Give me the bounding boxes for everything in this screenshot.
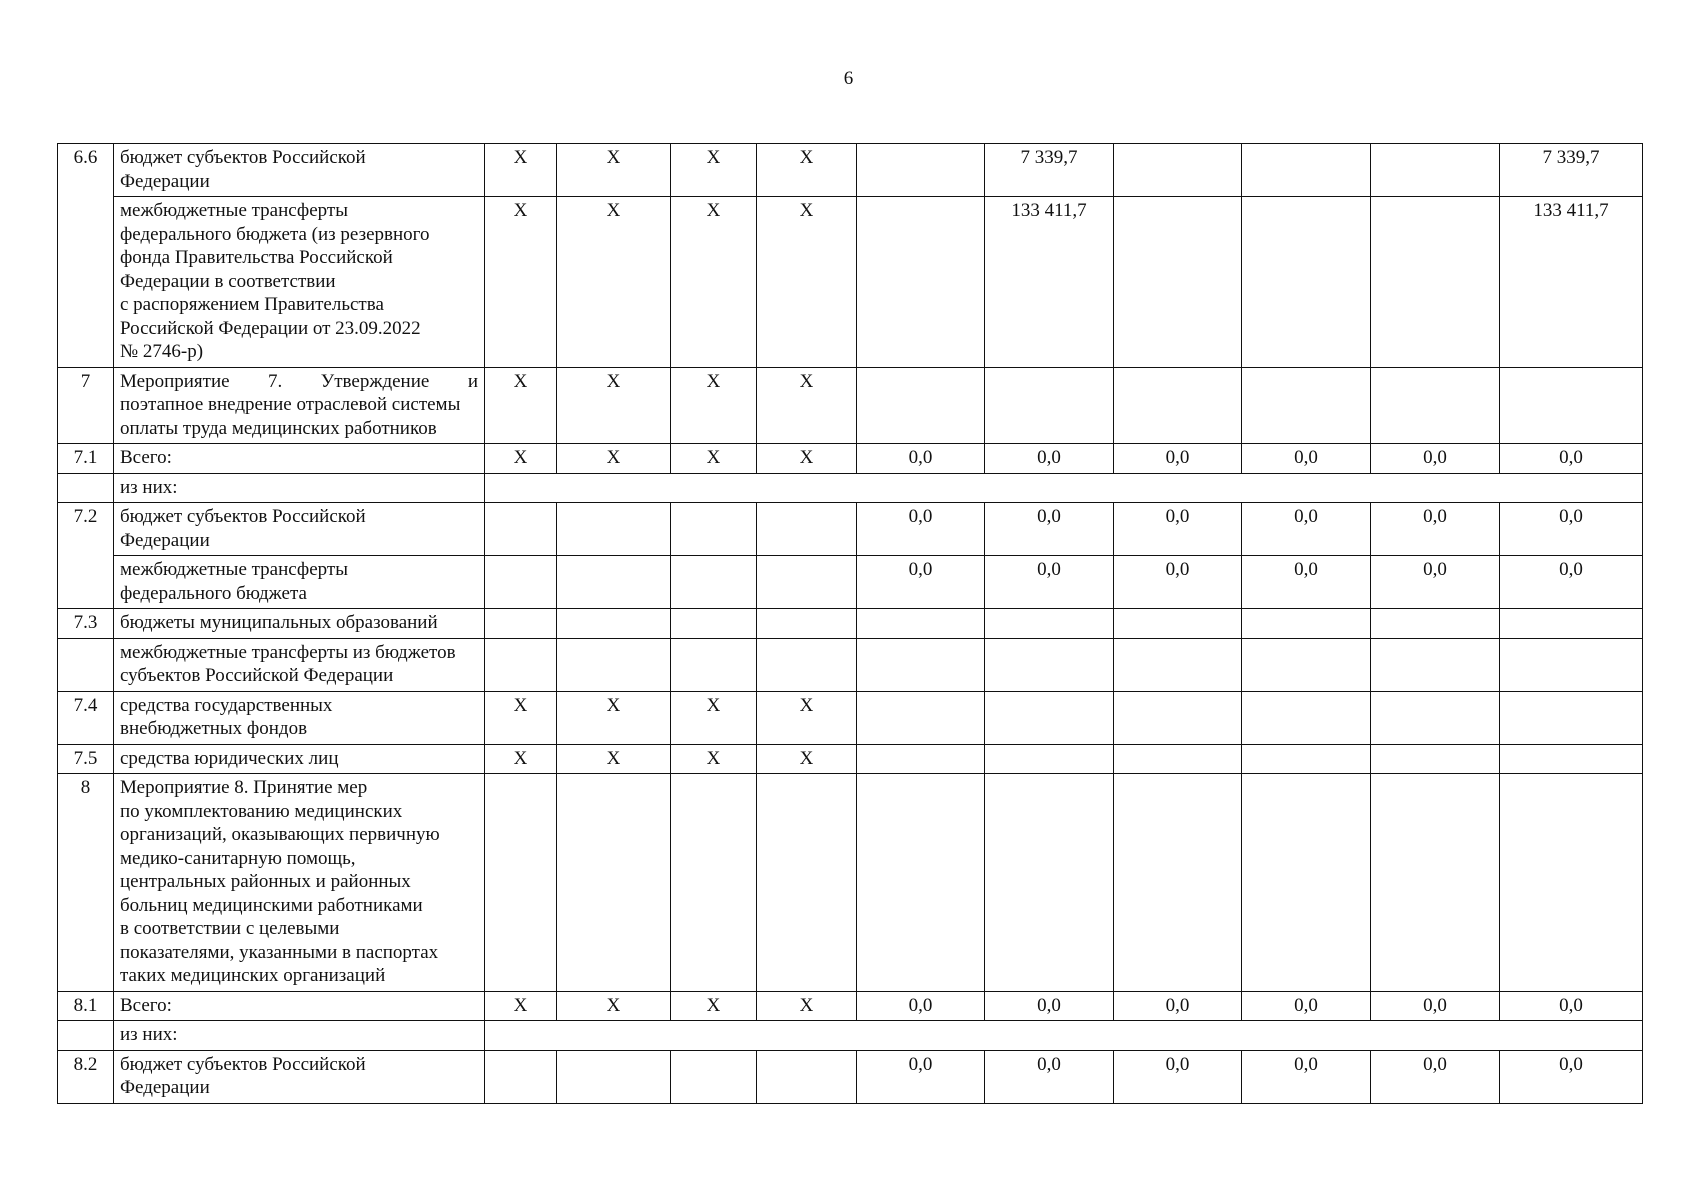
value-cell (1242, 367, 1371, 444)
value-cell (857, 774, 985, 992)
row-description (114, 744, 485, 774)
value-cell: 0,0 (985, 503, 1114, 556)
value-cell (1500, 609, 1643, 639)
marker-cell: X (671, 444, 757, 474)
value-cell (985, 638, 1114, 691)
table-row (58, 144, 1643, 197)
marker-cell: X (557, 744, 671, 774)
value-cell: 0,0 (1114, 444, 1242, 474)
value-cell (857, 367, 985, 444)
marker-cell (557, 774, 671, 992)
value-cell (1371, 774, 1500, 992)
table-row (58, 744, 1643, 774)
description-line: межбюджетные трансферты (120, 559, 348, 580)
row-description (114, 473, 485, 503)
row-number (58, 473, 114, 503)
row-description (114, 609, 485, 639)
description-line: Российской Федерации от 23.09.2022 (120, 317, 421, 339)
description-line: таких медицинских организаций (120, 965, 386, 986)
value-cell (1500, 367, 1643, 444)
row-number (58, 638, 114, 691)
marker-cell: X (671, 691, 757, 744)
marker-cell: X (757, 197, 857, 368)
value-cell (1371, 744, 1500, 774)
page-number: 6 (843, 68, 854, 89)
description-line: бюджеты муниципальных образований (120, 612, 438, 633)
marker-cell: X (557, 691, 671, 744)
row-number: 7 (58, 367, 114, 444)
value-cell (1114, 744, 1242, 774)
value-cell (1371, 144, 1500, 197)
marker-cell: X (485, 744, 557, 774)
value-cell (1114, 367, 1242, 444)
row-description (114, 444, 485, 474)
value-cell (857, 744, 985, 774)
description-line: больниц медицинскими работниками (120, 894, 423, 916)
marker-cell (485, 503, 557, 556)
marker-cell (557, 638, 671, 691)
value-cell (857, 691, 985, 744)
marker-cell: X (557, 144, 671, 197)
value-cell: 0,0 (1371, 1050, 1500, 1103)
value-cell (857, 638, 985, 691)
marker-cell: X (671, 744, 757, 774)
description-line: медико-санитарную помощь, (120, 847, 356, 869)
description-line: Федерации (120, 170, 210, 192)
value-cell (985, 774, 1114, 992)
description-line: федерального бюджета (120, 582, 307, 604)
value-cell: 0,0 (1500, 444, 1643, 474)
marker-cell (671, 638, 757, 691)
value-cell (1242, 744, 1371, 774)
merged-empty-cell (485, 1021, 1643, 1051)
value-cell (1371, 609, 1500, 639)
description-line: бюджет субъектов Российской (120, 147, 366, 168)
marker-cell: X (485, 144, 557, 197)
value-cell: 0,0 (1242, 991, 1371, 1021)
description-line: бюджет субъектов Российской (120, 506, 366, 527)
description-line: Всего: (120, 994, 172, 1016)
value-cell: 0,0 (857, 503, 985, 556)
description-line: центральных районных и районных (120, 871, 411, 892)
value-cell: 0,0 (1114, 1050, 1242, 1103)
row-description (114, 1021, 485, 1051)
marker-cell: X (757, 991, 857, 1021)
value-cell: 0,0 (857, 991, 985, 1021)
description-line: бюджет субъектов Российской (120, 1053, 366, 1075)
value-cell (1114, 609, 1242, 639)
value-cell: 0,0 (1500, 503, 1643, 556)
marker-cell (557, 556, 671, 609)
marker-cell (485, 774, 557, 992)
table-row (58, 638, 1643, 691)
row-description (114, 774, 485, 992)
marker-cell (757, 503, 857, 556)
merged-empty-cell (485, 473, 1643, 503)
marker-cell: X (557, 367, 671, 444)
value-cell (1114, 197, 1242, 368)
marker-cell (671, 774, 757, 992)
description-line: средства государственных (120, 694, 333, 716)
value-cell: 0,0 (857, 1050, 985, 1103)
value-cell: 0,0 (985, 556, 1114, 609)
table-row (58, 556, 1643, 609)
value-cell (1114, 144, 1242, 197)
description-line: Федерации (120, 1077, 210, 1098)
value-cell (857, 197, 985, 368)
marker-cell (671, 556, 757, 609)
marker-cell: X (485, 197, 557, 368)
value-cell: 133 411,7 (985, 197, 1114, 368)
row-description (114, 991, 485, 1021)
value-cell: 133 411,7 (1500, 197, 1643, 368)
value-cell (1500, 638, 1643, 691)
row-description (114, 503, 485, 556)
table-row (58, 503, 1643, 556)
value-cell (1114, 638, 1242, 691)
description-line: № 2746-р) (120, 341, 204, 362)
description-line: с распоряжением Правительства (120, 294, 384, 315)
value-cell: 0,0 (1371, 444, 1500, 474)
marker-cell: X (757, 144, 857, 197)
marker-cell: X (557, 197, 671, 368)
marker-cell: X (671, 991, 757, 1021)
value-cell (1371, 691, 1500, 744)
description-line: поэтапное внедрение отраслевой системы (120, 394, 461, 415)
value-cell: 0,0 (1242, 556, 1371, 609)
marker-cell: X (485, 991, 557, 1021)
description-line: Всего: (120, 447, 172, 468)
table-row (58, 197, 1643, 368)
row-description (114, 197, 485, 368)
description-line: фонда Правительства Российской (120, 247, 393, 268)
value-cell (1371, 197, 1500, 368)
row-number: 7.5 (58, 744, 114, 774)
marker-cell: X (485, 367, 557, 444)
table-row (58, 1021, 1643, 1051)
row-number: 6.6 (58, 144, 114, 368)
description-line: в соответствии с целевыми (120, 918, 340, 939)
value-cell (985, 367, 1114, 444)
table-row (58, 367, 1643, 444)
value-cell (1242, 144, 1371, 197)
table-row (58, 774, 1643, 992)
description-line: Федерации (120, 529, 210, 551)
marker-cell (557, 1050, 671, 1103)
description-line: Мероприятие 7. Утверждение и (120, 370, 478, 392)
description-line: показателями, указанными в паспортах (120, 941, 439, 963)
value-cell: 0,0 (985, 991, 1114, 1021)
table-row (58, 473, 1643, 503)
value-cell: 0,0 (985, 1050, 1114, 1103)
value-cell: 0,0 (1371, 991, 1500, 1021)
marker-cell (757, 1050, 857, 1103)
value-cell (1242, 691, 1371, 744)
marker-cell: X (757, 691, 857, 744)
value-cell (1500, 691, 1643, 744)
value-cell: 0,0 (1242, 444, 1371, 474)
value-cell (985, 691, 1114, 744)
value-cell: 0,0 (1242, 1050, 1371, 1103)
marker-cell (757, 556, 857, 609)
value-cell (1500, 744, 1643, 774)
value-cell (857, 609, 985, 639)
value-cell: 7 339,7 (1500, 144, 1643, 197)
value-cell (1500, 774, 1643, 992)
description-line: межбюджетные трансферты из бюджетов (120, 641, 456, 663)
value-cell: 0,0 (857, 444, 985, 474)
marker-cell (485, 609, 557, 639)
marker-cell (671, 609, 757, 639)
description-line: средства юридических лиц (120, 747, 339, 769)
marker-cell (485, 556, 557, 609)
row-description (114, 556, 485, 609)
description-line: федерального бюджета (из резервного (120, 223, 430, 245)
row-description (114, 638, 485, 691)
value-cell (985, 609, 1114, 639)
description-line: оплаты труда медицинских работников (120, 417, 437, 439)
table-row (58, 991, 1643, 1021)
marker-cell: X (757, 367, 857, 444)
value-cell: 0,0 (1500, 556, 1643, 609)
description-line: межбюджетные трансферты (120, 200, 348, 221)
marker-cell (557, 609, 671, 639)
marker-cell (757, 638, 857, 691)
value-cell: 0,0 (1114, 556, 1242, 609)
table-row (58, 444, 1643, 474)
row-number: 7.3 (58, 609, 114, 639)
description-line: по укомплектованию медицинских (120, 800, 403, 822)
description-line: организаций, оказывающих первичную (120, 824, 440, 845)
marker-cell: X (485, 444, 557, 474)
marker-cell: X (485, 691, 557, 744)
value-cell (1242, 774, 1371, 992)
value-cell: 7 339,7 (985, 144, 1114, 197)
budget-table (57, 143, 1643, 1104)
table-row (58, 1050, 1643, 1103)
marker-cell (485, 1050, 557, 1103)
row-number: 7.4 (58, 691, 114, 744)
row-number (58, 1021, 114, 1051)
value-cell: 0,0 (1500, 1050, 1643, 1103)
marker-cell (485, 638, 557, 691)
row-description (114, 1050, 485, 1103)
marker-cell: X (671, 197, 757, 368)
description-line: внебюджетных фондов (120, 718, 308, 739)
description-line: Федерации в соответствии (120, 270, 336, 292)
marker-cell: X (757, 744, 857, 774)
row-number: 7.1 (58, 444, 114, 474)
row-description (114, 367, 485, 444)
marker-cell: X (557, 444, 671, 474)
description-line: из них: (120, 476, 178, 498)
value-cell: 0,0 (1371, 556, 1500, 609)
marker-cell (671, 1050, 757, 1103)
description-line: Мероприятие 8. Принятие мер (120, 777, 368, 798)
value-cell (1242, 197, 1371, 368)
value-cell (1371, 367, 1500, 444)
marker-cell: X (757, 444, 857, 474)
value-cell: 0,0 (985, 444, 1114, 474)
value-cell (1114, 691, 1242, 744)
value-cell (1114, 774, 1242, 992)
value-cell: 0,0 (1114, 991, 1242, 1021)
row-description (114, 144, 485, 197)
value-cell (985, 744, 1114, 774)
row-number: 7.2 (58, 503, 114, 609)
value-cell: 0,0 (1500, 991, 1643, 1021)
row-description (114, 691, 485, 744)
value-cell (857, 144, 985, 197)
marker-cell (757, 609, 857, 639)
marker-cell: X (557, 991, 671, 1021)
marker-cell (557, 503, 671, 556)
marker-cell (757, 774, 857, 992)
value-cell: 0,0 (1371, 503, 1500, 556)
row-number: 8 (58, 774, 114, 992)
table-row (58, 691, 1643, 744)
value-cell (1242, 638, 1371, 691)
table-row (58, 609, 1643, 639)
value-cell (1242, 609, 1371, 639)
value-cell: 0,0 (1242, 503, 1371, 556)
description-line: из них: (120, 1024, 178, 1045)
marker-cell: X (671, 367, 757, 444)
value-cell: 0,0 (1114, 503, 1242, 556)
value-cell (1371, 638, 1500, 691)
row-number: 8.2 (58, 1050, 114, 1103)
marker-cell (671, 503, 757, 556)
value-cell: 0,0 (857, 556, 985, 609)
row-number: 8.1 (58, 991, 114, 1021)
marker-cell: X (671, 144, 757, 197)
description-line: субъектов Российской Федерации (120, 665, 394, 686)
